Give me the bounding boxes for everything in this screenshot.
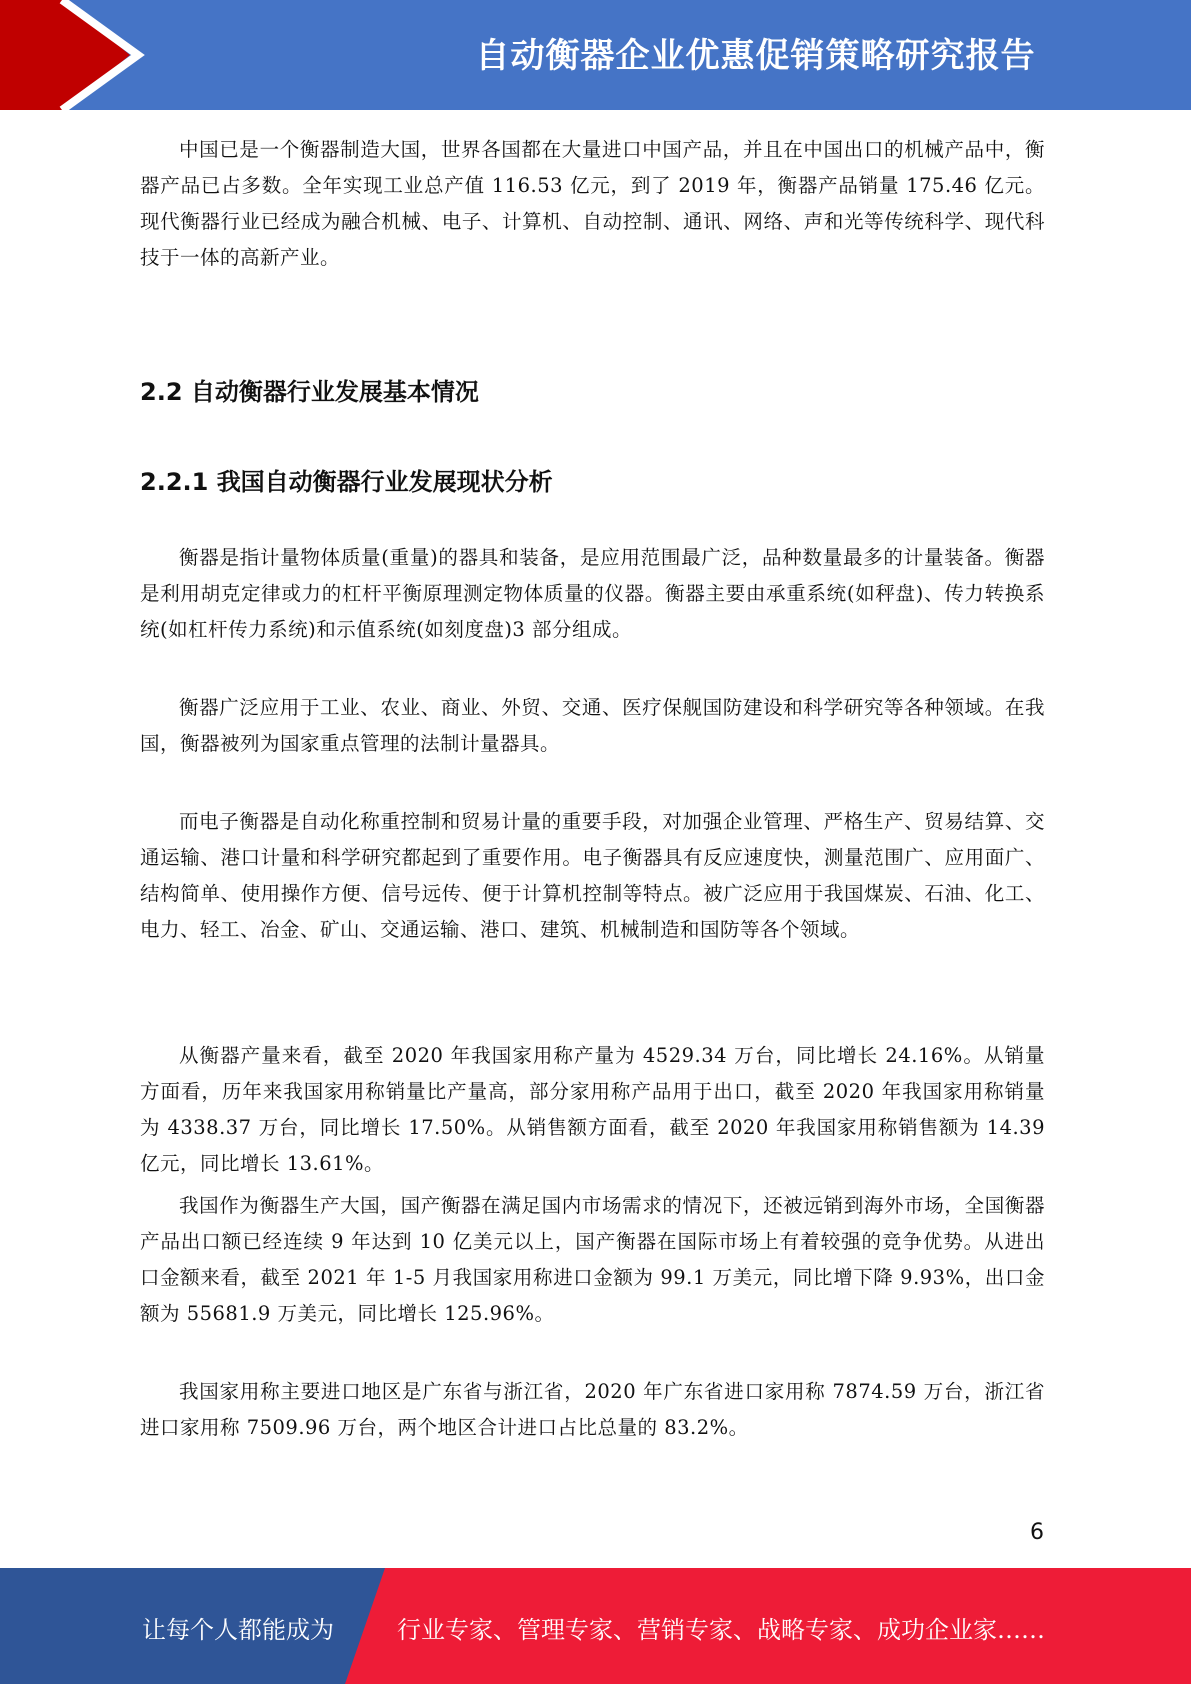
paragraph [140, 1038, 1045, 1182]
report-title: 自动衡器企业优惠促销策略研究报告 [475, 36, 1036, 76]
page-number: 6 [1030, 1520, 1044, 1545]
paragraph-text: 中国已是一个衡器制造大国，世界各国都在大量进口中国产品，并且在中国出口的机械产品中，衡器产品已占多数。全年实现工业总产值 116.53 亿元，到了 2019 年，衡器产品销量 175.46 亿元。现代衡器行业已经成为融合机械、电子、计算机、自动控制、通讯、网络、声和光等传统科学、现代科技于一体的高新产业。 [140, 138, 1045, 269]
paragraph [140, 690, 1045, 762]
footer-slogan-right: 行业专家、管理专家、营销专家、战略专家、成功企业家…… [397, 1616, 1045, 1644]
paragraph-text: 我国家用称主要进口地区是广东省与浙江省，2020 年广东省进口家用称 7874.59 万台，浙江省进口家用称 7509.96 万台，两个地区合计进口占比总量的 83.2%。 [140, 1380, 1045, 1439]
paragraph-text: 而电子衡器是自动化称重控制和贸易计量的重要手段，对加强企业管理、严格生产、贸易结算、交通运输、港口计量和科学研究都起到了重要作用。电子衡器具有反应速度快，测量范围广、应用面广、结构简单、使用操作方便、信号远传、便于计算机控制等特点。被广泛应用于我国煤炭、石油、化工、电力、轻工、冶金、矿山、交通运输、港口、建筑、机械制造和国防等各个领域。 [140, 810, 1045, 941]
paragraph [140, 1374, 1045, 1446]
paragraph [140, 804, 1045, 948]
paragraph-text: 衡器广泛应用于工业、农业、商业、外贸、交通、医疗保舰国防建设和科学研究等各种领域。在我国，衡器被列为国家重点管理的法制计量器具。 [140, 696, 1045, 755]
section-heading: 2.2 自动衡器行业发展基本情况 [140, 378, 479, 406]
paragraph [140, 540, 1045, 648]
paragraph [140, 132, 1045, 276]
page-header [0, 0, 1191, 110]
paragraph-text: 我国作为衡器生产大国，国产衡器在满足国内市场需求的情况下，还被远销到海外市场，全国衡器产品出口额已经连续 9 年达到 10 亿美元以上，国产衡器在国际市场上有着较强的竞争优势。从进出口金额来看，截至 2021 年 1-5 月我国家用称进口金额为 99.1 万美元，同比增下降 9.93%，出口金额为 55681.9 万美元，同比增长 125.96%。 [140, 1194, 1045, 1325]
footer-slogan-left: 让每个人都能成为 [142, 1616, 334, 1644]
paragraph-text: 从衡器产量来看，截至 2020 年我国家用称产量为 4529.34 万台，同比增长 24.16%。从销量方面看，历年来我国家用称销量比产量高，部分家用称产品用于出口，截至 2020 年我国家用称销量为 4338.37 万台，同比增长 17.50%。从销售额方面看，截至 2020 年我国家用称销售额为 14.39 亿元，同比增长 13.61%。 [140, 1044, 1045, 1175]
header-arrow-decoration [0, 0, 200, 110]
subsection-heading: 2.2.1 我国自动衡器行业发展现状分析 [140, 468, 553, 496]
paragraph-text: 衡器是指计量物体质量(重量)的器具和装备，是应用范围最广泛，品种数量最多的计量装备。衡器是利用胡克定律或力的杠杆平衡原理测定物体质量的仪器。衡器主要由承重系统(如秤盘)、传力转换系统(如杠杆传力系统)和示值系统(如刻度盘)3 部分组成。 [140, 546, 1045, 641]
page-footer [0, 1568, 1191, 1684]
paragraph [140, 1188, 1045, 1332]
